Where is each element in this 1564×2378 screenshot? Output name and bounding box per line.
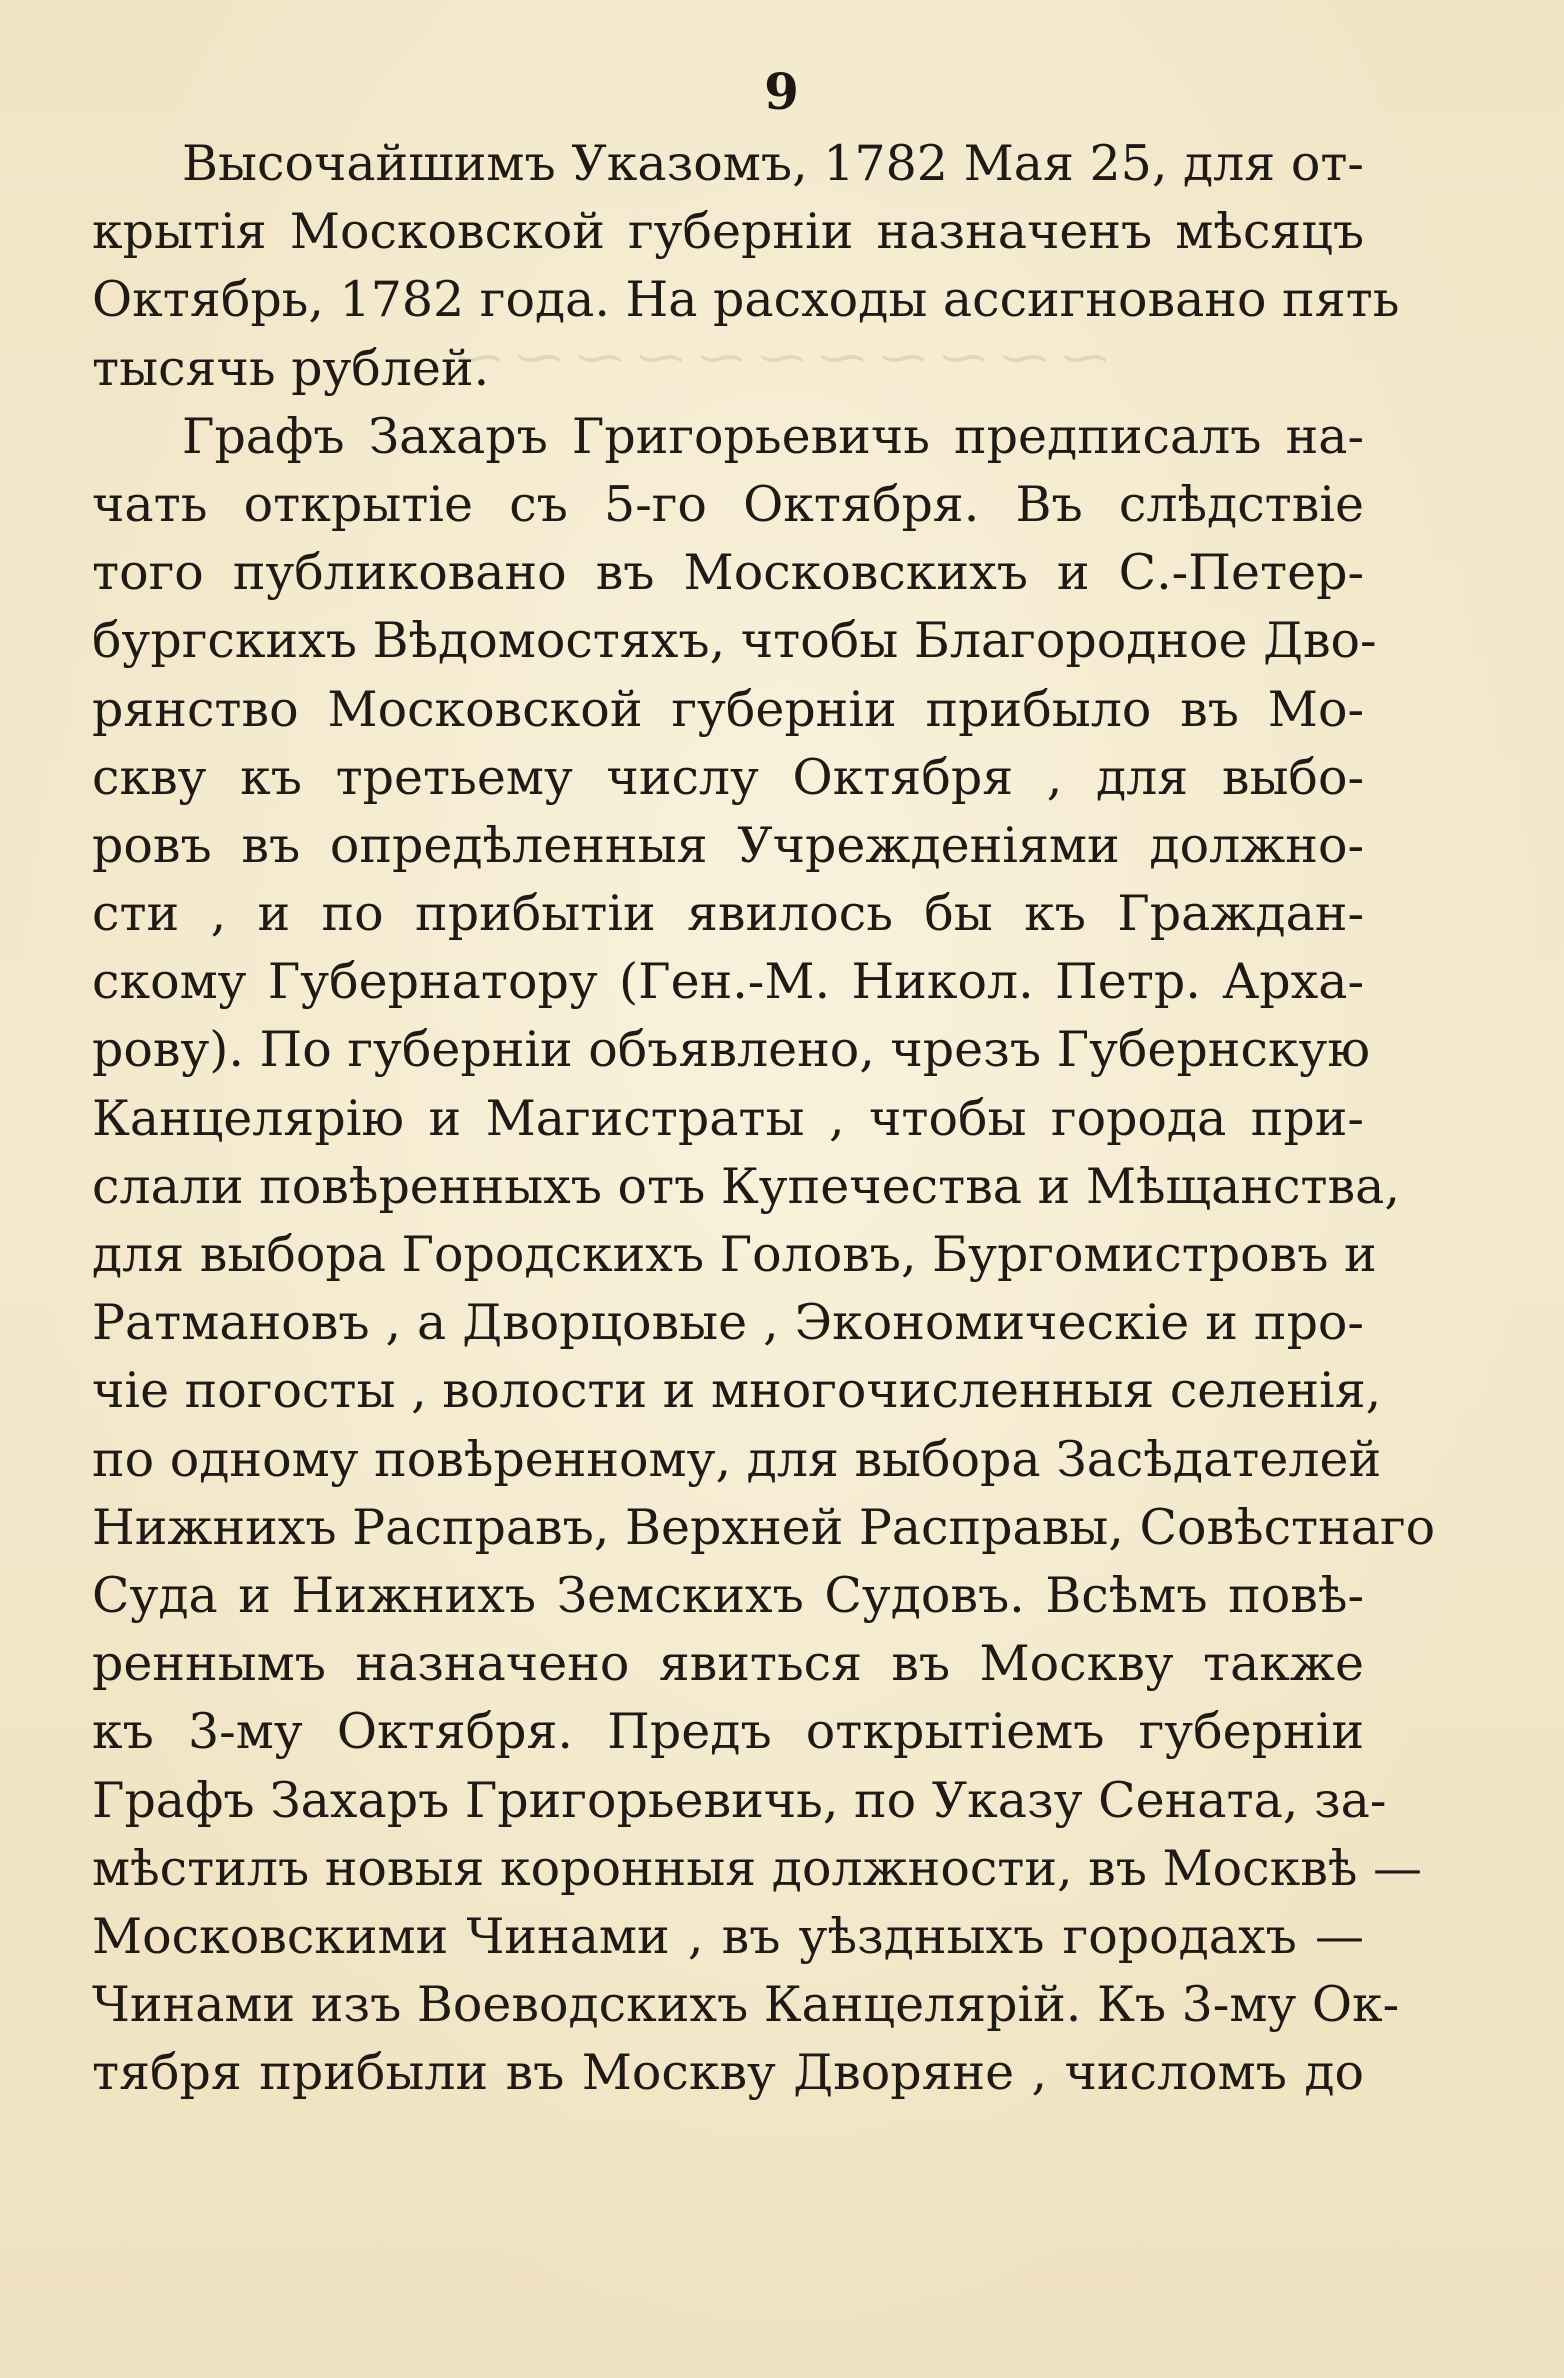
text-line: Чинами изъ Воеводскихъ Канцелярій. Къ 3-му Ок- [92, 1976, 1400, 2034]
text-line: къ 3-му Октября. Предъ открытіемъ губерніи [92, 1703, 1364, 1761]
text-line: Высочайшимъ Указомъ, 1782 Мая 25, для от- [182, 135, 1364, 192]
text-line: чіе погосты , волости и многочисленныя селенія, [92, 1362, 1382, 1420]
text-line: крытія Московской губерніи назначенъ мѣсяцъ [92, 203, 1364, 261]
show-through-bleed: ⁓ ⁓ ⁓ ⁓ ⁓ ⁓ ⁓ ⁓ ⁓ ⁓ ⁓ [455, 330, 1109, 384]
text-line: реннымъ назначено явиться въ Москву также [92, 1635, 1364, 1693]
text-line: Московскими Чинами , въ уѣздныхъ городахъ — [92, 1907, 1364, 1965]
page-number: 9 [764, 62, 800, 121]
text-line: скву къ третьему числу Октября , для выбо- [92, 748, 1364, 806]
text-line: слали повѣренныхъ отъ Купечества и Мѣщанства, [92, 1157, 1400, 1215]
text-line: Нижнихъ Расправъ, Верхней Расправы, Совѣстнаго [92, 1498, 1436, 1556]
text-line: Графъ Захаръ Григорьевичь, по Указу Сената, за- [92, 1771, 1387, 1829]
text-line: по одному повѣренному, для выбора Засѣдателей [92, 1430, 1382, 1488]
text-line: чать открытіе съ 5-го Октября. Въ слѣдствіе [92, 475, 1364, 533]
text-line: бургскихъ Вѣдомостяхъ, чтобы Благородное Дво- [92, 612, 1377, 670]
text-line: Канцелярію и Магистраты , чтобы города при- [92, 1089, 1364, 1147]
text-line: сти , и по прибытіи явилось бы къ Граждан- [92, 885, 1364, 943]
body-text [92, 130, 1436, 2107]
text-line: мѣстилъ новыя коронныя должности, въ Москвѣ — [92, 1839, 1422, 1897]
text-line: тября прибыли въ Москву Дворяне , числомъ до [92, 2044, 1364, 2102]
text-line: Суда и Нижнихъ Земскихъ Судовъ. Всѣмъ повѣ- [92, 1566, 1364, 1624]
text-line: Октябрь, 1782 года. На расходы ассигновано пять [92, 271, 1400, 329]
text-line: для выбора Городскихъ Головъ, Бургомистровъ и [92, 1226, 1377, 1283]
text-line: Графъ Захаръ Григорьевичь предписалъ на- [182, 407, 1364, 465]
text-line: ровъ въ опредѣленныя Учрежденіями должно- [92, 816, 1364, 874]
paragraph-2 [92, 403, 1436, 2108]
text-line: Ратмановъ , а Дворцовые , Экономическіе и про- [92, 1294, 1364, 1352]
paragraph-1 [92, 130, 1400, 403]
text-line: того публиковано въ Московскихъ и С.-Петер- [92, 544, 1364, 602]
text-line: рову). По губерніи объявлено, чрезъ Губернскую [92, 1021, 1370, 1079]
text-line: рянство Московской губерніи прибыло въ Мо- [92, 680, 1364, 738]
text-line: тысячь рублей. [92, 339, 490, 397]
text-line: скому Губернатору (Ген.-М. Никол. Петр. Арха- [92, 953, 1364, 1011]
